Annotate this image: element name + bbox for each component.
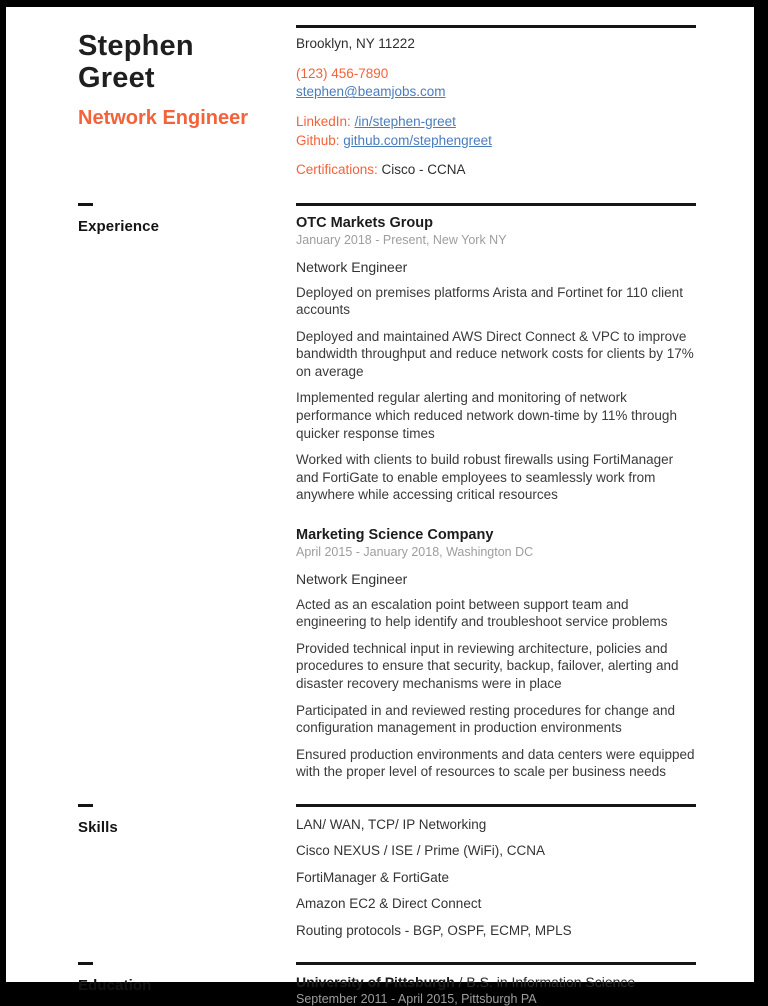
job-dates: January 2018 - Present, New York NY [296,232,507,247]
contact-email-link[interactable]: stephen@beamjobs.com [296,84,446,100]
job-role: Network Engineer [296,570,408,587]
education-degree-line [296,974,696,990]
education-label-col [78,962,296,1006]
education-section [78,962,696,1006]
experience-heading: Experience [78,217,160,235]
skill-item: Routing protocols - BGP, OSPF, ECMP, MPLS [296,922,572,938]
contact-block [296,25,696,180]
education-dates: September 2011 - April 2015, Pittsburgh PA [296,992,537,1006]
job-bullet: Ensured production environments and data centers were equipped with the proper level of resources to scale per business needs [296,746,695,780]
contact-phone: (123) 456-7890 [296,65,389,81]
github-label: Github: [296,132,340,148]
section-dash [78,962,93,965]
section-dash [78,203,93,206]
experience-label-col [78,203,296,781]
experience-section [78,203,696,781]
education-heading: Education [78,977,152,995]
job-bullet: Implemented regular alerting and monitoring of network performance which reduced network down-time by 11% through quicker response times [296,390,677,441]
degree-name: B.S. in Information Science [466,974,636,991]
job-role: Network Engineer [296,258,408,275]
job-dates: April 2015 - January 2018, Washington DC [296,544,534,559]
job-bullet: Provided technical input in reviewing architecture, policies and procedures to ensure that security, backup, failover, alerting and disaster recovery mechanisms were in place [296,640,679,691]
job-entry [296,215,696,504]
job-bullet: Participated in and reviewed resting procedures for change and configuration management in production environments [296,702,675,736]
degree-separator: / [454,974,467,991]
company-name: Marketing Science Company [296,526,494,543]
skills-body [296,804,696,940]
education-body [296,962,696,1006]
skill-item: Cisco NEXUS / ISE / Prime (WiFi), CCNA [296,843,546,859]
skill-item: FortiManager & FortiGate [296,869,450,885]
skills-heading: Skills [78,818,118,836]
header-row [78,25,696,180]
skill-item: LAN/ WAN, TCP/ IP Networking [296,816,487,832]
job-entry [296,527,696,781]
person-job-title: Network Engineer [78,106,249,129]
person-name: Stephen Greet [78,30,194,94]
job-bullet: Worked with clients to build robust firewalls using FortiManager and FortiGate to enable employees to seamlessly work from anywhere while accessing critical resources [296,452,674,503]
company-name: OTC Markets Group [296,214,433,231]
job-bullet: Acted as an escalation point between support team and engineering to help identify and troubleshoot service problems [296,596,668,630]
skill-item: Amazon EC2 & Direct Connect [296,896,482,912]
experience-body [296,203,696,781]
certifications-label: Certifications: [296,162,378,178]
linkedin-link[interactable]: /in/stephen-greet [354,113,456,129]
certifications-value: Cisco - CCNA [381,162,466,178]
section-dash [78,804,93,807]
skills-section [78,804,696,940]
github-link[interactable]: github.com/stephengreet [343,132,492,148]
contact-location: Brooklyn, NY 11222 [296,36,415,51]
linkedin-label: LinkedIn: [296,113,351,129]
school-name: University of Pittsburgh [296,974,455,991]
skills-label-col [78,804,296,940]
job-bullet: Deployed and maintained AWS Direct Connect & VPC to improve bandwidth throughput and reduce network costs for clients by 17% on average [296,328,694,379]
job-bullet: Deployed on premises platforms Arista and Fortinet for 110 client accounts [296,284,683,318]
header-left [78,25,296,180]
